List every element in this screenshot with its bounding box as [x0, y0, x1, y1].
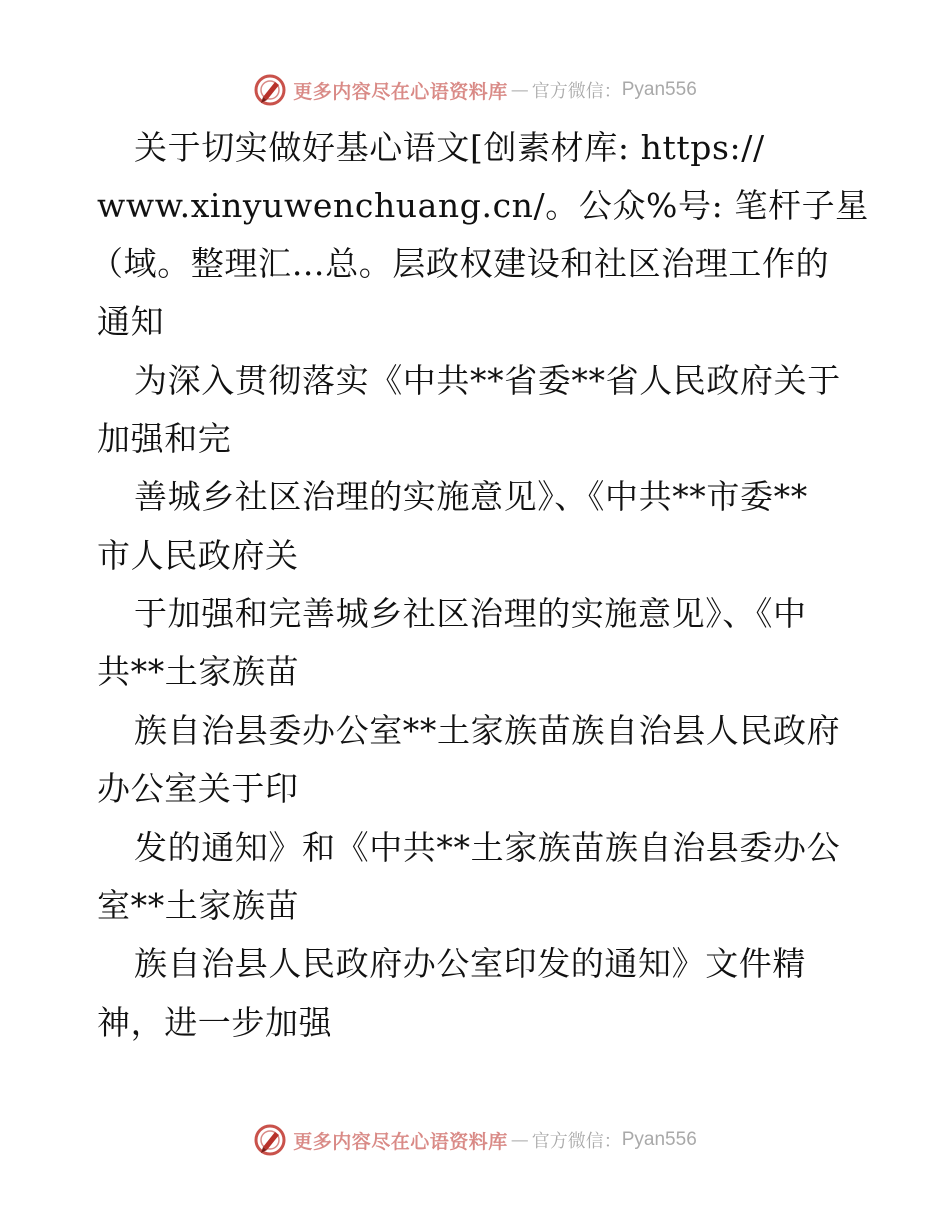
text-line: 发的通知》和《中共**土家族苗族自治县委办公	[134, 828, 841, 867]
text-line: 共**土家族苗	[97, 652, 300, 691]
text-line: 市人民政府关	[97, 536, 299, 575]
brand-text: 更多内容尽在心语资料库	[293, 1130, 508, 1153]
wechat-id: Pyan556	[621, 79, 697, 100]
text-line: （域。整理汇…总。层政权建设和社区治理工作的	[90, 244, 830, 283]
wechat-label: 官方微信：	[531, 1131, 622, 1152]
text-line: 办公室关于印	[97, 769, 299, 808]
text-line: 于加强和完善城乡社区治理的实施意见》、《中	[134, 594, 807, 633]
brand-text: 更多内容尽在心语资料库	[293, 80, 508, 103]
text-line: 室**土家族苗	[97, 886, 300, 925]
separator-dash: —	[510, 79, 529, 101]
pen-nib-icon	[253, 1123, 287, 1157]
text-line: 族自治县委办公室**土家族苗族自治县人民政府	[134, 711, 841, 750]
text-line: 善城乡社区治理的实施意见》、《中共**市委**	[134, 477, 808, 516]
footer-banner	[0, 1120, 950, 1160]
text-line: 神，进一步加强	[97, 1003, 333, 1042]
text-line: 关于切实做好基心语文[创素材库: https://	[134, 128, 765, 167]
wechat-id: Pyan556	[621, 1129, 697, 1150]
text-line: 通知	[97, 302, 165, 341]
wechat-label: 官方微信：	[531, 81, 622, 102]
text-line: 加强和完	[97, 419, 232, 458]
separator-dash: —	[510, 1129, 529, 1151]
header-banner	[0, 70, 950, 110]
pen-nib-icon	[253, 73, 287, 107]
text-line: www.xinyuwenchuang.cn/。公众%号: 笔杆子星	[97, 186, 869, 225]
text-line: 为深入贯彻落实《中共**省委**省人民政府关于	[134, 361, 841, 400]
text-line: 族自治县人民政府办公室印发的通知》文件精	[134, 944, 806, 983]
